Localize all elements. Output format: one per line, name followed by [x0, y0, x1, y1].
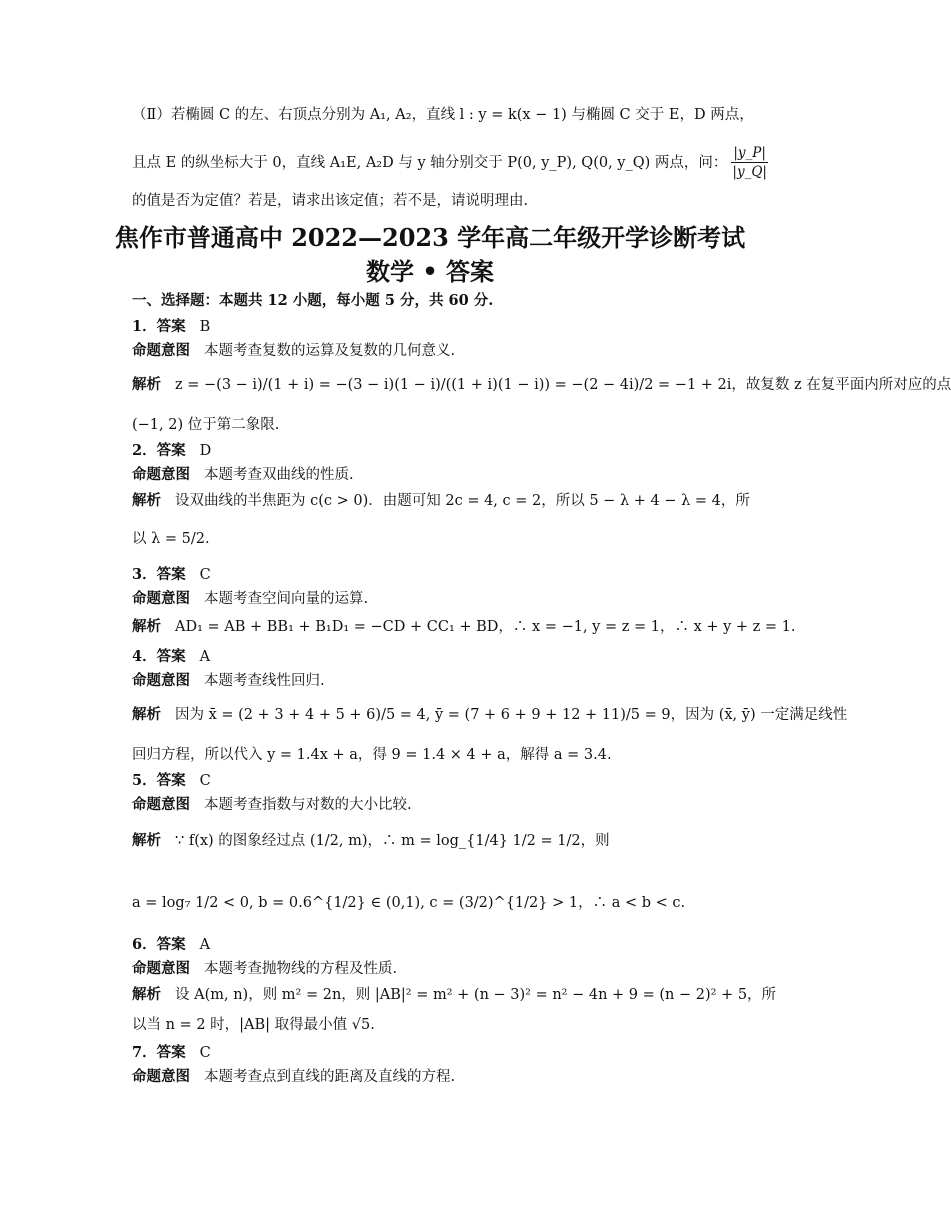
q4-analysis-cont: 回归方程，所以代入 y = 1.4x + a，得 9 = 1.4 × 4 + a，解得 a = 3.4. [132, 747, 612, 763]
q3-analysis: 解析 AD₁ = AB + BB₁ + B₁D₁ = −CD + CC₁ + BD，∴ x = −1, y = z = 1，∴ x + y + z = 1. [132, 618, 796, 635]
q7-answer: 7．答案 C [132, 1044, 211, 1061]
q2-answer: 2．答案 D [132, 442, 212, 459]
section-heading: 一、选择题：本题共 12 小题，每小题 5 分，共 60 分. [132, 292, 494, 309]
q5-intent: 命题意图 本题考查指数与对数的大小比较. [132, 796, 412, 813]
q2-analysis-cont: 以 λ = 5/2. [132, 531, 210, 547]
q2-intent: 命题意图 本题考查双曲线的性质. [132, 466, 354, 483]
q6-analysis: 解析 设 A(m, n)，则 m² = 2n，则 |AB|² = m² + (n − 3)² = n² − 4n + 9 = (n − 2)² + 5，所 [132, 986, 777, 1003]
q1-analysis-cont: (−1, 2) 位于第二象限. [132, 417, 280, 433]
problem-part2-line2 [132, 144, 767, 181]
q1-answer: 1．答案 B [132, 318, 211, 335]
q5-analysis: 解析 ∵ f(x) 的图象经过点 (1/2, m)，∴ m = log_{1/4} 1/2 = 1/2，则 [132, 832, 610, 849]
q3-answer: 3．答案 C [132, 566, 211, 583]
problem-part2-line1: （Ⅱ）若椭圆 C 的左、右顶点分别为 A₁, A₂，直线 l : y = k(x − 1) 与椭圆 C 交于 E，D 两点， [132, 107, 754, 123]
answer-subtitle: 数学 • 答案 [365, 257, 495, 286]
q4-intent: 命题意图 本题考查线性回归. [132, 672, 325, 689]
ratio-denominator: |y_Q| [732, 164, 767, 180]
problem-part2-line2-text: 且点 E 的纵坐标大于 0，直线 A₁E, A₂D 与 y 轴分别交于 P(0, y_P), Q(0, y_Q) 两点，问： [132, 154, 728, 171]
q6-answer: 6．答案 A [132, 936, 211, 953]
ratio-numerator: |y_P| [733, 145, 766, 161]
ratio-fraction [730, 144, 769, 181]
problem-part2-line3: 的值是否为定值？若是，请求出该定值；若不是，请说明理由. [132, 193, 529, 209]
q3-intent: 命题意图 本题考查空间向量的运算. [132, 590, 369, 607]
q1-intent: 命题意图 本题考查复数的运算及复数的几何意义. [132, 342, 456, 359]
q5-answer: 5．答案 C [132, 772, 211, 789]
q1-analysis: 解析 z = −(3 − i)/(1 + i) = −(3 − i)(1 − i)/((1 + i)(1 − i)) = −(2 − 4i)/2 = −1 + 2i，故复数 z 在复平面内所对应的点 [132, 376, 951, 393]
q5-analysis-cont: a = log₇ 1/2 < 0, b = 0.6^{1/2} ∈ (0,1), c = (3/2)^{1/2} > 1，∴ a < b < c. [132, 895, 686, 911]
q4-analysis: 解析 因为 x̄ = (2 + 3 + 4 + 5 + 6)/5 = 4, ȳ = (7 + 6 + 9 + 12 + 11)/5 = 9，因为 (x̄, ȳ) 一定满足线性 [132, 706, 848, 723]
q4-answer: 4．答案 A [132, 648, 211, 665]
answer-title: 焦作市普通高中 2022—2023 学年高二年级开学诊断考试 [114, 223, 746, 252]
q6-analysis-cont: 以当 n = 2 时，|AB| 取得最小值 √5. [132, 1017, 375, 1033]
q2-analysis: 解析 设双曲线的半焦距为 c(c > 0)．由题可知 2c = 4, c = 2，所以 5 − λ + 4 − λ = 4，所 [132, 492, 750, 509]
q7-intent: 命题意图 本题考查点到直线的距离及直线的方程. [132, 1068, 456, 1085]
q6-intent: 命题意图 本题考查抛物线的方程及性质. [132, 960, 398, 977]
